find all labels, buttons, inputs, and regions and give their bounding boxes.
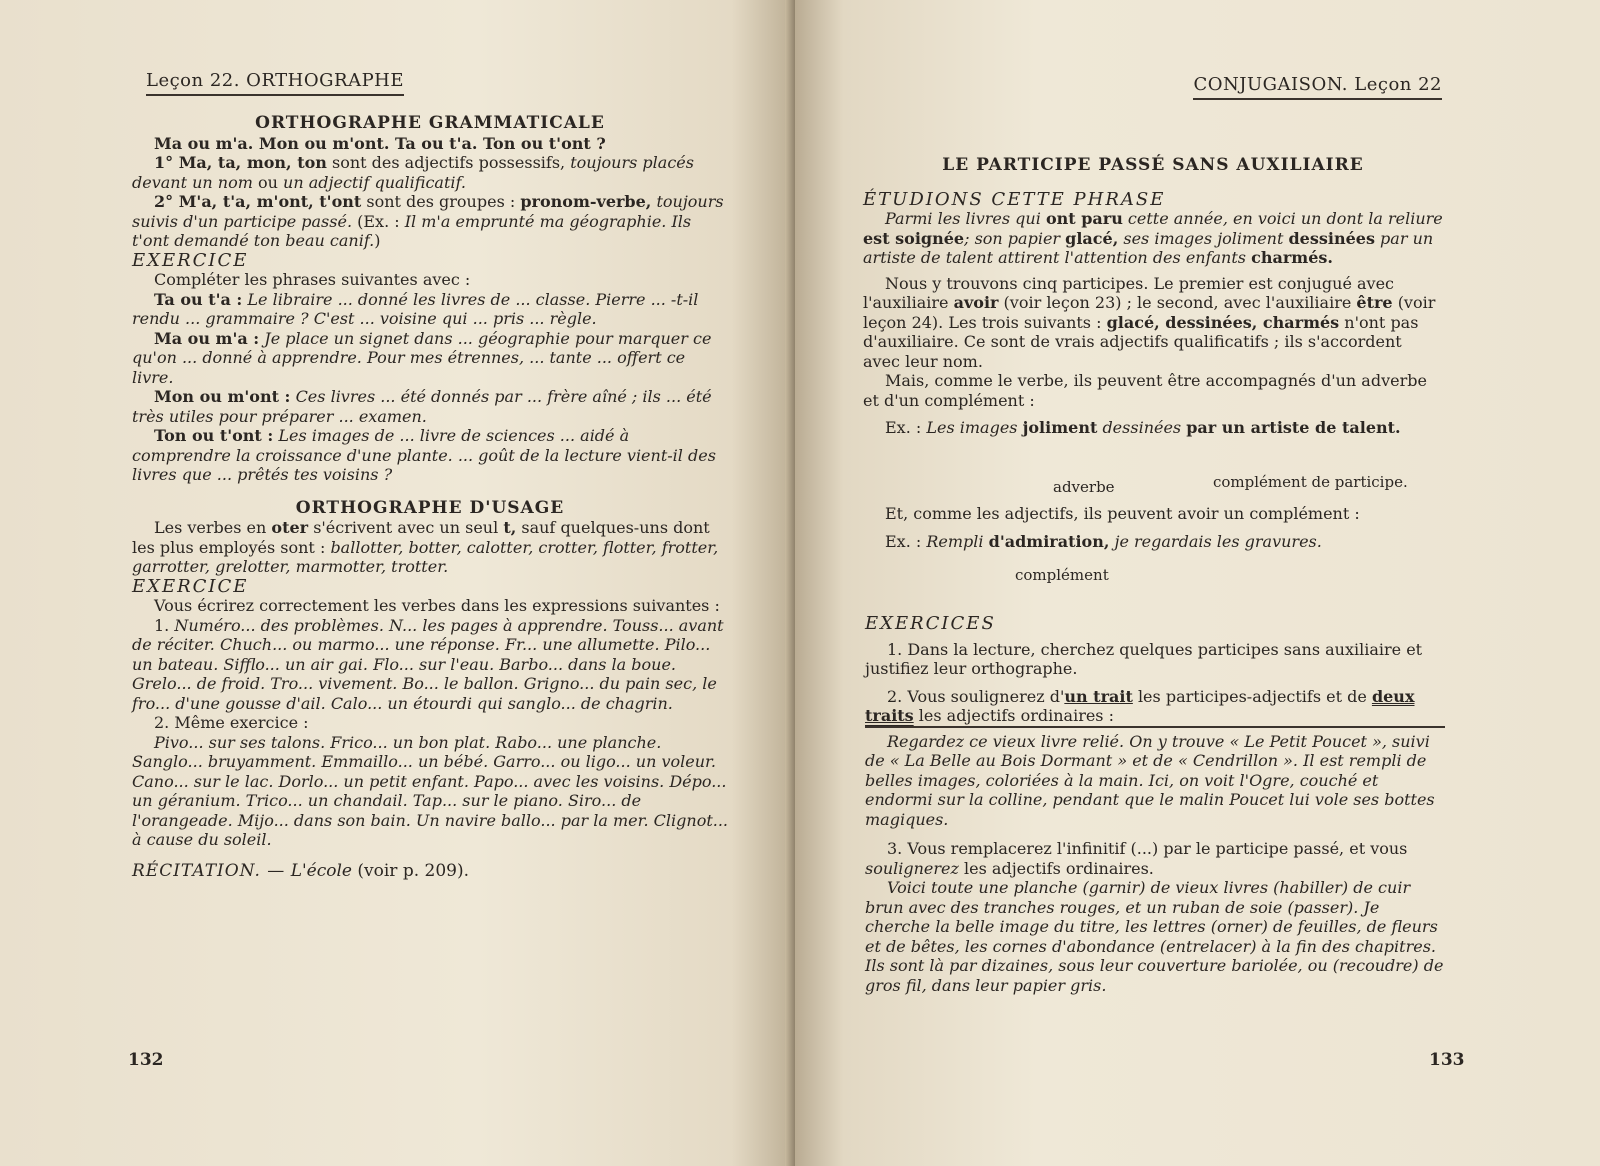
q2a: 2. Vous soulignerez d' [887,686,1065,706]
example-1 [863,418,1443,438]
ta-label: Ta ou t'a : [154,289,243,309]
q2c: les participes-adjectifs et de [1137,686,1367,706]
adverb-paragraph: Mais, comme le verbe, ils peuvent être accompagnés d'un adverbe et d'un complément : [863,371,1427,410]
exercise-1-title: EXERCICE [132,249,249,271]
s1: Parmi les livres qui [885,209,1041,228]
ex1c: joliment [1022,418,1098,437]
ma-label: Ma ou m'a : [154,328,260,348]
s8: dessinées [1288,228,1375,248]
mon-text: Ces livres ... été donnés par ... frère aîné ; ils ... été très utiles pour préparer ... examen. [132,387,712,426]
exercise-q3 [865,839,1445,878]
ex1a: Ex. : [885,418,922,437]
usage-2: oter [271,518,309,537]
q3a: 3. Vous remplacerez l'infinitif (...) par le participe passé, et vous [887,839,1408,858]
ex2a: Ex. : [885,531,922,551]
p1d: être [1356,293,1393,312]
left-content [132,114,728,881]
s10: charmés. [1251,248,1333,267]
usage-6: ballotter, botter, calotter, crotter, flotter, frotter, garrotter, grelotter, marmotter, trotter. [132,537,719,576]
p1e: (voir leçon 24). Les trois suivants : [863,293,1436,332]
recitation-title: L'école [290,860,352,881]
ex1e: par un artiste de talent. [1186,418,1401,437]
rule-2-italic: toujours suivis d'un participe passé. [132,192,724,231]
rule-2 [132,192,728,251]
s9: par un artiste de talent attirent l'attention des enfants [863,228,1434,267]
exercise-1-mon [132,387,728,426]
s7: ses images joliment [1123,228,1284,248]
p1a: Nous y trouvons cinq participes. Le premier est conjugué avec l'auxiliaire [863,273,1395,312]
usage-title: ORTHOGRAPHE D'USAGE [295,497,565,518]
rule-2-words: 2° M'a, t'a, m'ont, t'ont [154,192,362,211]
usage-3: s'écrivent avec un seul [313,518,499,537]
s4: est soignée [863,228,965,248]
grammar-title: ORTHOGRAPHE GRAMMATICALE [255,113,605,133]
exercise-1-ma [132,329,728,388]
exercise-2-item-1 [132,616,728,714]
rule-1-end: un adjectif qualificatif. [283,172,466,192]
item-1-num: 1. [154,615,170,635]
s5: ; son papier [964,228,1061,248]
left-page-number: 132 [128,1050,164,1070]
analysis-paragraph [863,274,1443,372]
participle-complement-label: complément de participe. [1213,473,1408,491]
adverb-label: adverbe [1053,478,1115,496]
right-running-header: CONJUGAISON. Leçon 22 [1193,74,1442,100]
complement-label: complément [1015,566,1109,584]
s3: cette année, en voici un dont la reliure [1127,209,1443,228]
q2e: les adjectifs ordinaires : [918,706,1114,725]
p1f: glacé, dessinées, charmés [1106,312,1340,332]
ex2b: Rempli [926,531,984,551]
rule-2-text: sont des groupes : [366,192,516,211]
right-content-mid [863,504,1443,551]
rule-question: Ma ou m'a. Mon ou m'ont. Ta ou t'a. Ton ou t'ont ? [154,133,606,153]
rule-1-text: sont des adjectifs possessifs, [331,153,566,172]
q3c: les adjectifs ordinaires. [964,858,1154,878]
exercise-2-title: EXERCICE [132,575,249,597]
usage-5: sauf quelques-uns dont les plus employés sont : [132,518,710,557]
ma-text: Je place un signet dans ... géographie pour marquer ce qu'on ... donné à apprendre. Pour mes étrennes, ... tante ... offert ce livre. [132,328,712,387]
s6: glacé, [1065,228,1119,248]
exercise-q2-text: Regardez ce vieux livre relié. On y trouve « Le Petit Poucet », suivi de « La Belle au Bois Dormant » et de « Cendrillon ». Il est rempli de belles images, coloriées à la main. Ici, on voit l'Ogre, couché et endormi sur la colline, pendant que le malin Poucet lui vole ses bottes magiques. [865,726,1445,830]
rule-1-italic: toujours placés devant un nom [132,153,694,192]
usage-1: Les verbes en [154,518,267,537]
q2b: un trait [1064,686,1133,706]
usage-4: t, [503,518,517,537]
left-running-header: Leçon 22. ORTHOGRAPHE [146,70,404,96]
study-title: ÉTUDIONS CETTE PHRASE [863,188,1166,210]
ta-text: Le libraire ... donné les livres de ... classe. Pierre ... -t-il rendu ... grammaire ? C'est ... voisine qui ... pris ... règle. [132,289,699,328]
exercise-1-intro: Compléter les phrases suivantes avec : [154,270,471,289]
recitation-ref: (voir p. 209). [357,860,469,881]
s2: ont paru [1045,209,1123,228]
ton-label: Ton ou t'ont : [154,426,274,445]
usage-rule [132,518,728,577]
p1c: (voir leçon 23) ; le second, avec l'auxiliaire [1003,293,1352,312]
exercise-2-item-2-text: Pivo... sur ses talons. Frico... un bon plat. Rabo... une planche. Sanglo... bruyamment. Emmaillo... un bébé. Garro... ou ligo... un voleur. Cano... sur le lac. Dorlo... un petit enfant. Papo... avec les voisins. Dépo... un géranium. Trico... un chandail. Tap... sur le piano. Siro... de l'orangeade. Mijo... dans son bain. Un navire ballo... par la mer. Clignot... à cause du soleil. [132,732,729,849]
study-sentence [863,209,1443,268]
exercise-1-ton [132,426,728,485]
rule-2-close: ) [374,231,381,250]
exercise-q1: 1. Dans la lecture, cherchez quelques participes sans auxiliaire et justifiez leur orthographe. [865,639,1423,678]
ton-text: Les images de ... livre de sciences ... aidé à comprendre la croissance d'une plante. ... goût de la lecture vient-il des livres que ... prêtés tes voisins ? [132,426,716,484]
rule-2-bold: pronom-verbe, [520,192,652,211]
q2d: deux traits [865,686,1415,725]
rule-1-words: 1° Ma, ta, mon, ton [154,153,327,172]
rule-2-example: Il m'a emprunté ma géographie. Ils t'ont demandé ton beau canif. [132,211,692,250]
exercise-2-intro: Vous écrirez correctement les verbes dans les expressions suivantes : [154,596,720,615]
ex1d: dessinées [1102,418,1182,437]
left-page [0,0,795,1166]
ex2c: d'admiration, [988,531,1110,551]
exercise-1-ta [132,290,728,329]
right-page-number: 133 [1429,1050,1465,1070]
exercise-q3-text: Voici toute une planche (garnir) de vieux livres (habiller) de cuir brun avec des tranches rouges, et un ruban de soie (passer). Je cherche la belle image du titre, les lettres (orner) de feuilles, de fleurs et de bêtes, les cornes d'abondance (entrelacer) à la fin des chapitres. Ils sont là par dizaines, sous leur couverture bariolée, ou (recoudre) de gros fil, dans leur papier gris. [865,878,1444,995]
rule-1 [132,153,728,192]
complement-paragraph: Et, comme les adjectifs, ils peuvent avoir un complément : [885,504,1360,523]
right-content-exercises [865,614,1445,995]
exercise-2-item-2: 2. Même exercice : [154,713,309,732]
participle-title: LE PARTICIPE PASSÉ SANS AUXILIAIRE [942,155,1364,175]
p1b: avoir [953,293,999,312]
exercise-q2 [865,687,1445,726]
item-1-text: Numéro... des problèmes. N... les pages à apprendre. Touss... avant de réciter. Chuch... ou marmo... une réponse. Fr... une allumette. Pilo... un bateau. Sifflo... un air gai. Flo... sur l'eau. Barbo... dans la boue. Grelo... de froid. Tro... vivement. Bo... le ballon. Grigno... du pain sec, le fro... d'une gousse d'ail. Calo... un étourdi qui sanglo... de chagrin. [132,615,724,713]
ex1b: Les images [926,418,1018,437]
recitation [132,862,728,882]
ex2d: je regardais les gravures. [1114,531,1322,551]
exercises-title: EXERCICES [865,613,996,634]
rule-1-or: ou [258,172,278,192]
recitation-label: RÉCITATION. — [132,860,286,881]
right-content-top [863,156,1443,438]
mon-label: Mon ou m'ont : [154,387,291,406]
right-page [795,0,1600,1166]
q3b: soulignerez [865,858,959,878]
rule-2-ex: (Ex. : [357,211,400,231]
example-2 [863,532,1443,552]
p1g: n'ont pas d'auxiliaire. Ce sont de vrais adjectifs qualificatifs ; ils s'accordent avec leur nom. [863,312,1419,371]
